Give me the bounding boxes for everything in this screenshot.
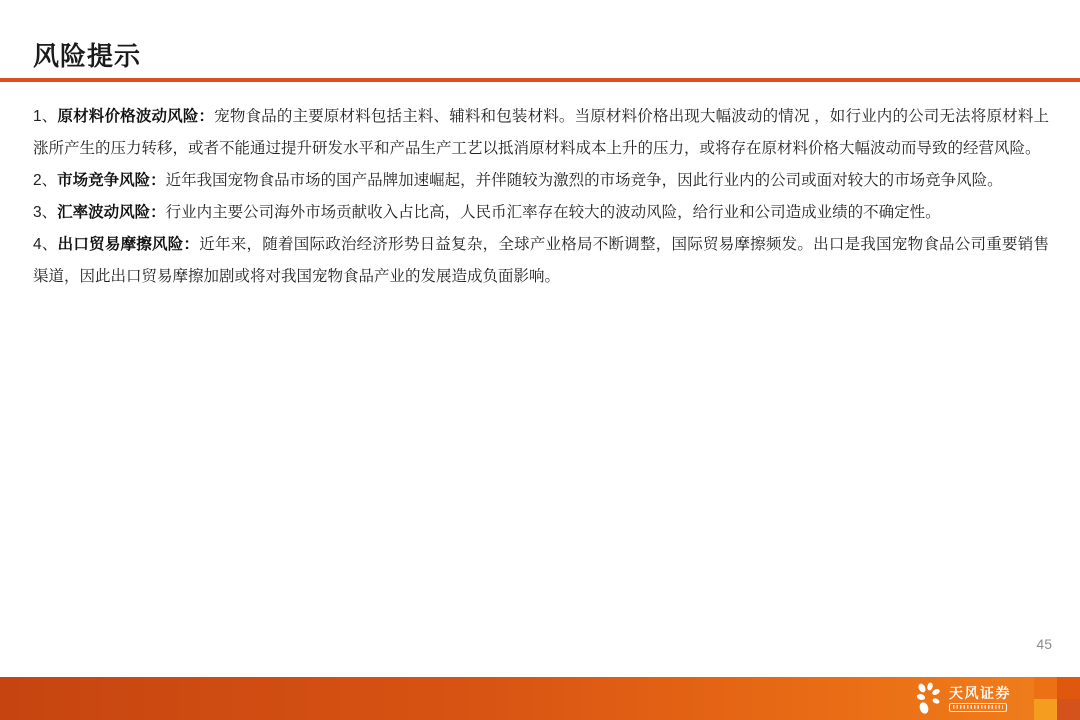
page-title: 风险提示 bbox=[33, 41, 142, 71]
risk-title: 出口贸易摩擦风险： bbox=[57, 236, 200, 253]
flower-petals-icon bbox=[912, 682, 942, 715]
risk-title: 市场竞争风险： bbox=[57, 172, 166, 189]
brand-tagline-box bbox=[949, 703, 1007, 712]
page-number: 45 bbox=[1036, 636, 1052, 652]
risk-number: 2、 bbox=[33, 172, 58, 189]
risk-title: 汇率波动风险： bbox=[57, 204, 166, 221]
risk-item-4 bbox=[33, 229, 1049, 293]
risk-item-2 bbox=[33, 165, 1049, 197]
risk-number: 1、 bbox=[33, 108, 58, 125]
risk-number: 3、 bbox=[33, 204, 58, 221]
checker-square bbox=[1034, 677, 1057, 699]
checker-decoration bbox=[1034, 677, 1080, 720]
brand-text-column bbox=[949, 686, 1011, 712]
risk-number: 4、 bbox=[33, 236, 58, 253]
risk-list bbox=[33, 101, 1049, 293]
risk-title: 原材料价格波动风险： bbox=[57, 108, 215, 125]
risk-body: 宠物食品的主要原材料包括主料、辅料和包装材料。当原材料价格出现大幅波动的情况 ，如行业内的公司无法将原材料上涨所产生的压力转移，或者不能通过提升研发水平和产品生产工艺以抵消原材料成本上升的压力，或将存在原材料价格大幅波动而导致的经营风险。 bbox=[33, 108, 1049, 157]
checker-square bbox=[1057, 677, 1080, 699]
title-divider bbox=[0, 78, 1080, 82]
checker-square bbox=[1034, 699, 1057, 720]
checker-square bbox=[1057, 699, 1080, 720]
footer-bar bbox=[0, 677, 1080, 720]
risk-item-1 bbox=[33, 101, 1049, 165]
brand-logo bbox=[912, 682, 1011, 715]
risk-item-3 bbox=[33, 197, 1049, 229]
brand-name: 天风证券 bbox=[949, 684, 1011, 701]
risk-body: 近年来，随着国际政治经济形势日益复杂，全球产业格局不断调整，国际贸易摩擦频发。出口是我国宠物食品公司重要销售渠道，因此出口贸易摩擦加剧或将对我国宠物食品产业的发展造成负面影响。 bbox=[33, 236, 1049, 285]
risk-body: 近年我国宠物食品市场的国产品牌加速崛起，并伴随较为激烈的市场竞争，因此行业内的公司或面对较大的市场竞争风险。 bbox=[165, 172, 1003, 189]
risk-body: 行业内主要公司海外市场贡献收入占比高，人民币汇率存在较大的波动风险，给行业和公司造成业绩的不确定性。 bbox=[165, 204, 941, 221]
